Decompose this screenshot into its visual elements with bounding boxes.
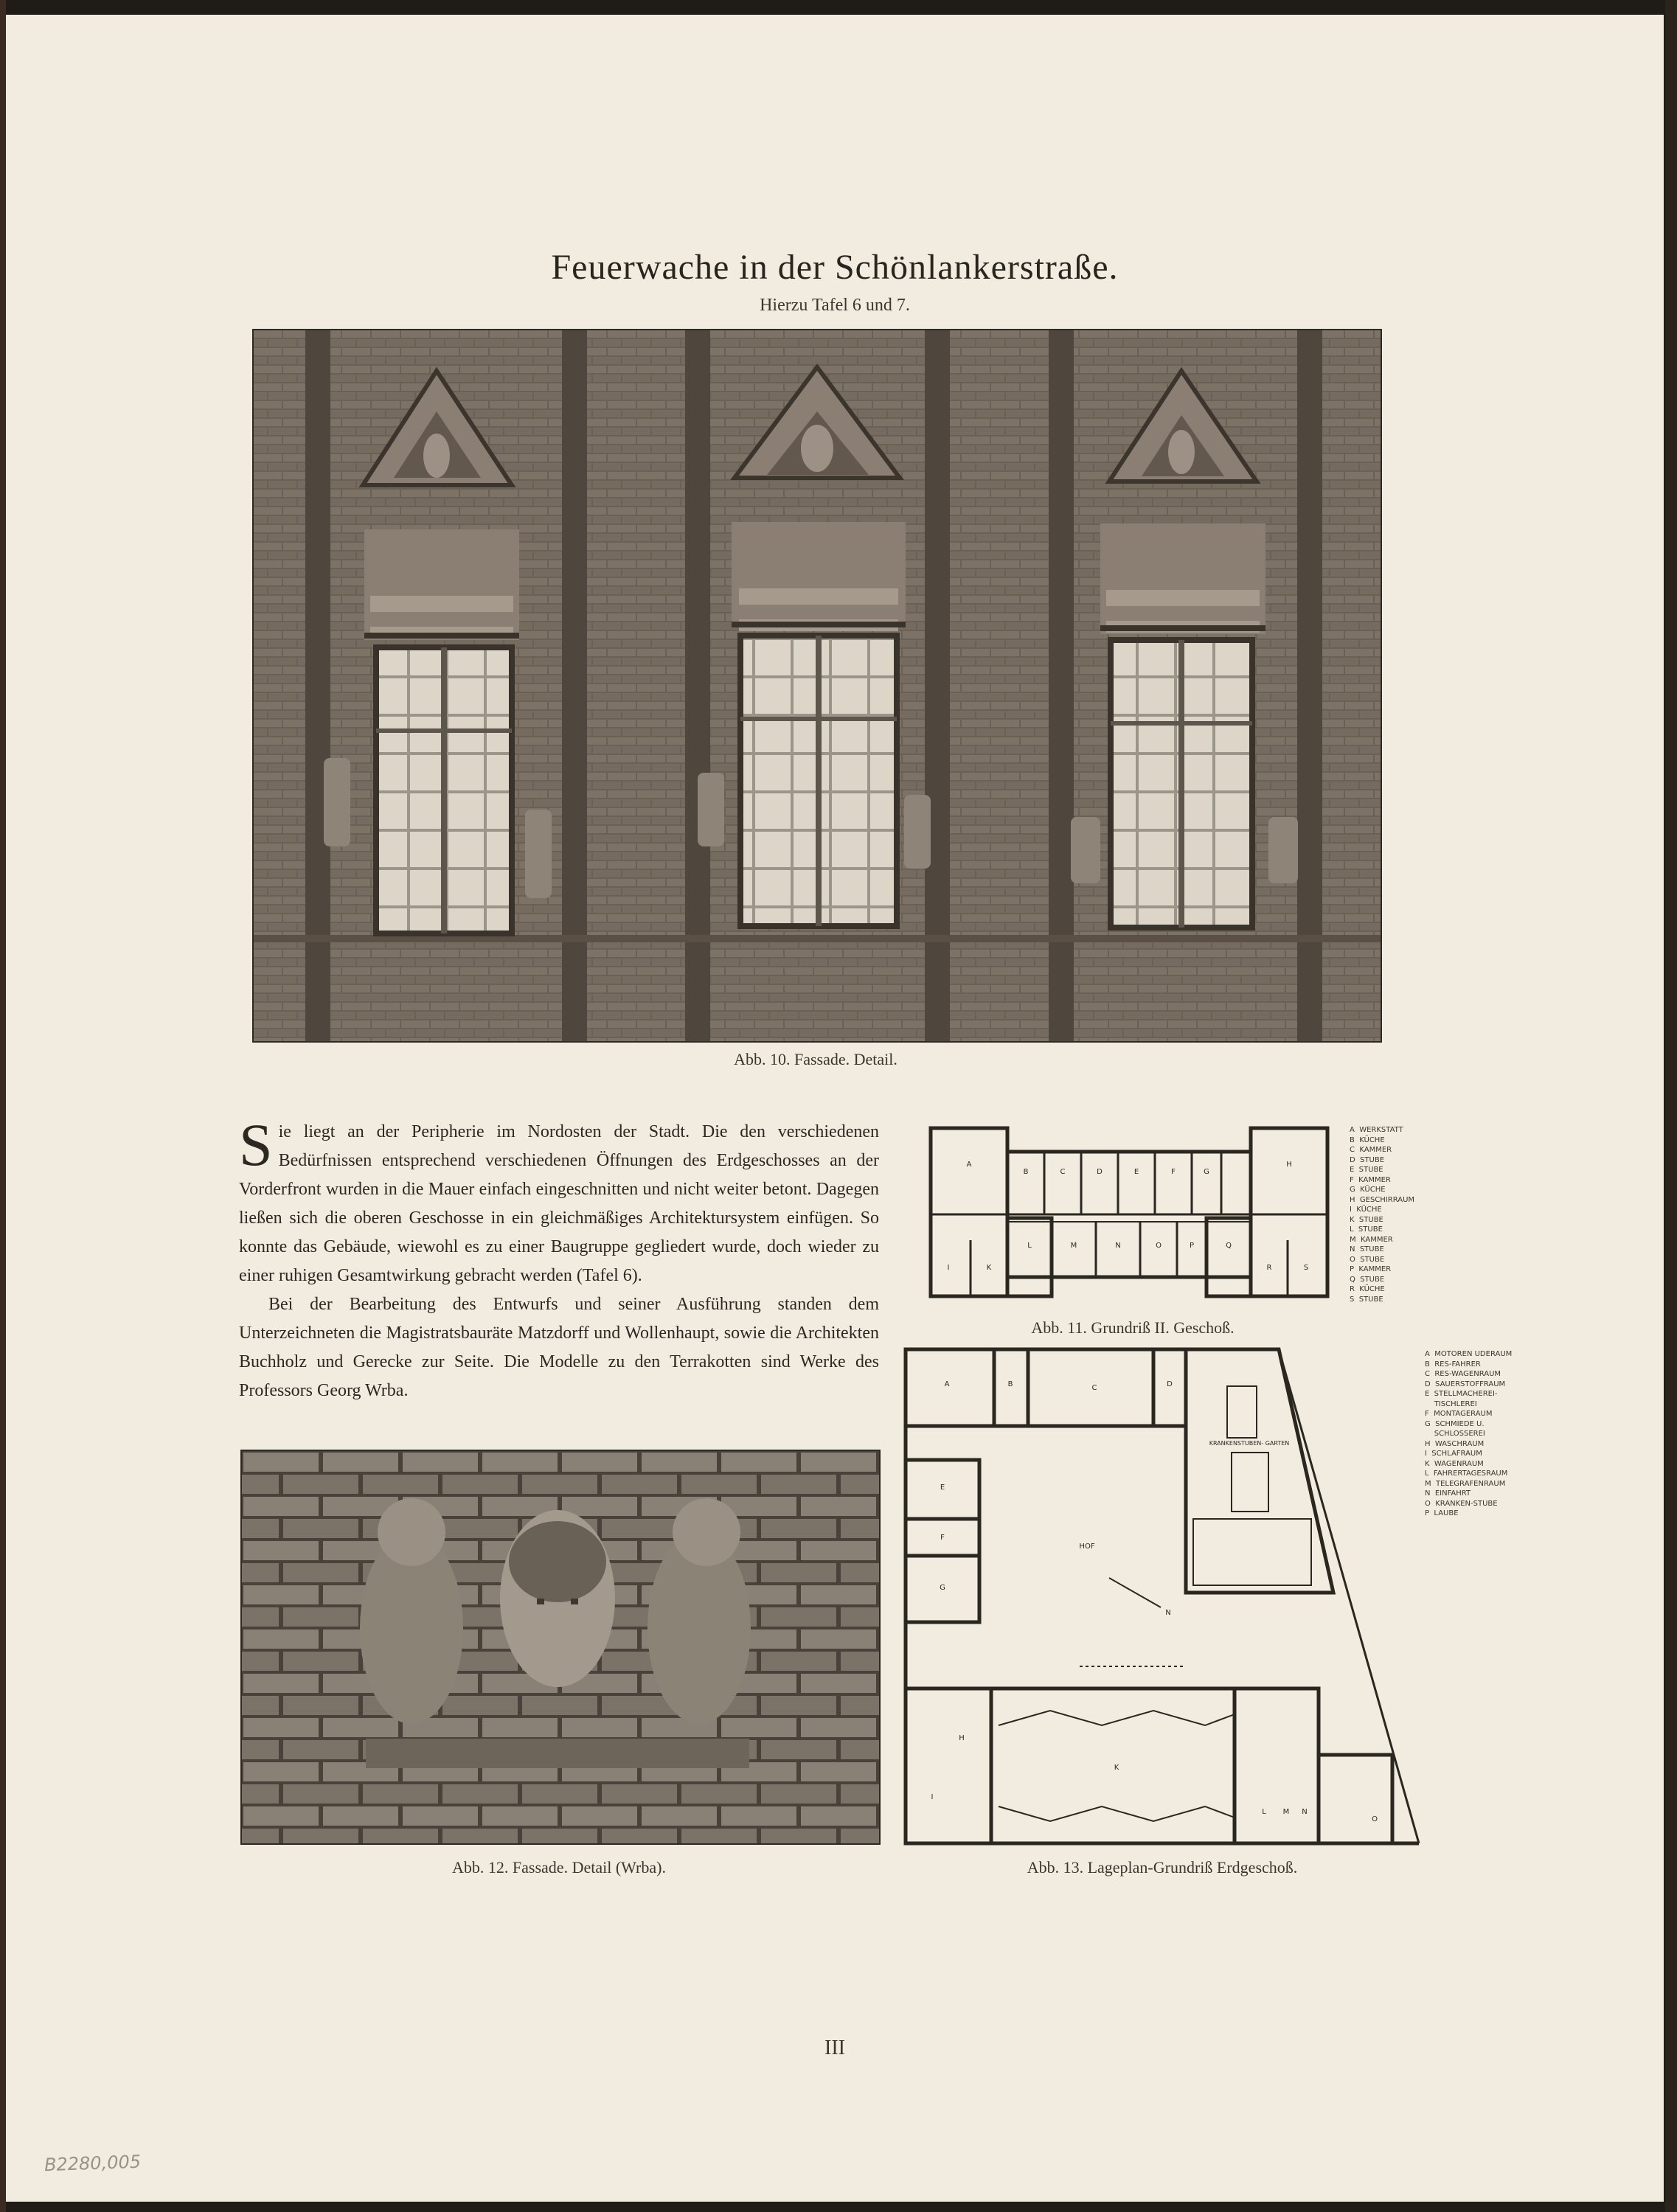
- room-label: F: [940, 1534, 945, 1542]
- right-edge: [1665, 0, 1677, 2212]
- room-label: D: [1167, 1380, 1173, 1388]
- room-label: H: [959, 1734, 965, 1742]
- courtyard-label: HOF: [1079, 1543, 1095, 1551]
- archive-stamp: B2280,005: [44, 2151, 142, 2176]
- garden-label: KRANKENSTUBEN- GARTEN: [1209, 1440, 1290, 1447]
- document-page: [6, 15, 1664, 2202]
- room-label: B: [1023, 1168, 1029, 1176]
- page-title: Feuerwache in der Schönlankerstraße.: [551, 248, 1119, 287]
- facade-detail-photo: [252, 329, 1382, 1043]
- room-label: I: [947, 1264, 950, 1272]
- room-label: A: [944, 1380, 950, 1388]
- sculpture-detail-photo: [240, 1450, 881, 1845]
- room-label: I: [931, 1793, 934, 1801]
- dropcap: S: [239, 1111, 273, 1178]
- room-label: C: [1060, 1168, 1066, 1176]
- room-label: M: [1070, 1242, 1077, 1250]
- fig11-caption: Abb. 11. Grundriß II. Geschoß.: [1031, 1318, 1235, 1337]
- room-label: S: [1303, 1264, 1309, 1272]
- room-label: E: [940, 1484, 945, 1492]
- room-label: D: [1097, 1168, 1103, 1176]
- fig10-caption: Abb. 10. Fassade. Detail.: [734, 1050, 897, 1068]
- page-number: III: [824, 2037, 845, 2059]
- north-arrow-label: N: [1165, 1609, 1171, 1617]
- room-label: N: [1302, 1808, 1308, 1816]
- room-label: H: [1286, 1161, 1292, 1169]
- room-label: G: [1204, 1168, 1209, 1176]
- article-paragraph-1: [239, 1111, 879, 1290]
- page-subtitle: Hierzu Tafel 6 und 7.: [760, 296, 910, 315]
- room-label: O: [1372, 1815, 1378, 1823]
- room-label: F: [1171, 1168, 1176, 1176]
- room-label: R: [1266, 1264, 1272, 1272]
- room-label: L: [1027, 1242, 1032, 1250]
- room-label: N: [1115, 1242, 1121, 1250]
- fig12-caption: Abb. 12. Fassade. Detail (Wrba).: [452, 1858, 666, 1877]
- room-label: B: [1007, 1380, 1013, 1388]
- room-label: P: [1189, 1242, 1195, 1250]
- room-label: A: [966, 1161, 972, 1169]
- article-text: [239, 1111, 879, 1405]
- room-label: C: [1091, 1384, 1097, 1392]
- fig13-caption: Abb. 13. Lageplan-Grundriß Erdgeschoß.: [1027, 1858, 1298, 1877]
- legend-fig13: A MOTOREN UDERAUM B RES-FAHRER C RES-WAGENRAUM D SAUERSTOFFRAUM E STELLMACHEREI- TISCHLEREI F MONTAGERAUM G SCHMIEDE U. SCHLOSSEREI H WASCHRAUM I SCHLAFRAUM K WAGENRAUM L FAHRERTAGESRAUM M TELEGRAFENRAUM N EINFAHRT O KRANKEN-STUBE P LAUBE: [1425, 1350, 1513, 1517]
- room-label: L: [1262, 1808, 1266, 1816]
- room-label: Q: [1226, 1242, 1232, 1250]
- site-plan-ground-floor: [903, 1342, 1422, 1846]
- room-label: E: [1133, 1168, 1139, 1176]
- room-label: K: [1114, 1764, 1119, 1772]
- paragraph-1-text: ie liegt an der Peripherie im Nordosten der Stadt. Die den verschiedenen Bedürfnissen entsprechend verschiedenen Öffnungen des Erdgeschosses an der Vorderfront wurden in die Mauer einfach eingeschnitten und nicht weiter betont. Dagegen ließen sich die oberen Geschosse in ein gleichmäßiges Architektursystem einfügen. So konnte das Gebäude, wiewohl es zu einer Baugruppe gegliedert wurde, doch wieder zu einer ruhigen Gesamtwirkung gebracht werden (Tafel 6).: [239, 1122, 879, 1285]
- room-label: K: [986, 1264, 992, 1272]
- legend-fig11: A WERKSTATT B KÜCHE C KAMMER D STUBE E STUBE F KAMMER G KÜCHE H GESCHIRRAUM I KÜCHE K STUBE L STUBE M KAMMER N STUBE O STUBE P KAMMER Q STUBE R KÜCHE S STUBE: [1350, 1126, 1415, 1304]
- article-paragraph-2: Bei der Bearbeitung des Entwurfs und seiner Ausführung standen dem Unterzeichneten die Magistratsbauräte Matzdorff und Wollenhaupt, sowie die Architekten Buchholz und Gerecke zur Seite. Die Modelle zu den Terrakotten sind Werke des Professors Georg Wrba.: [239, 1295, 879, 1400]
- room-label: O: [1156, 1242, 1162, 1250]
- floor-plan-2nd: [926, 1122, 1339, 1308]
- room-label: G: [940, 1584, 945, 1592]
- binding-edge: [0, 0, 6, 2212]
- room-label: M: [1282, 1808, 1290, 1816]
